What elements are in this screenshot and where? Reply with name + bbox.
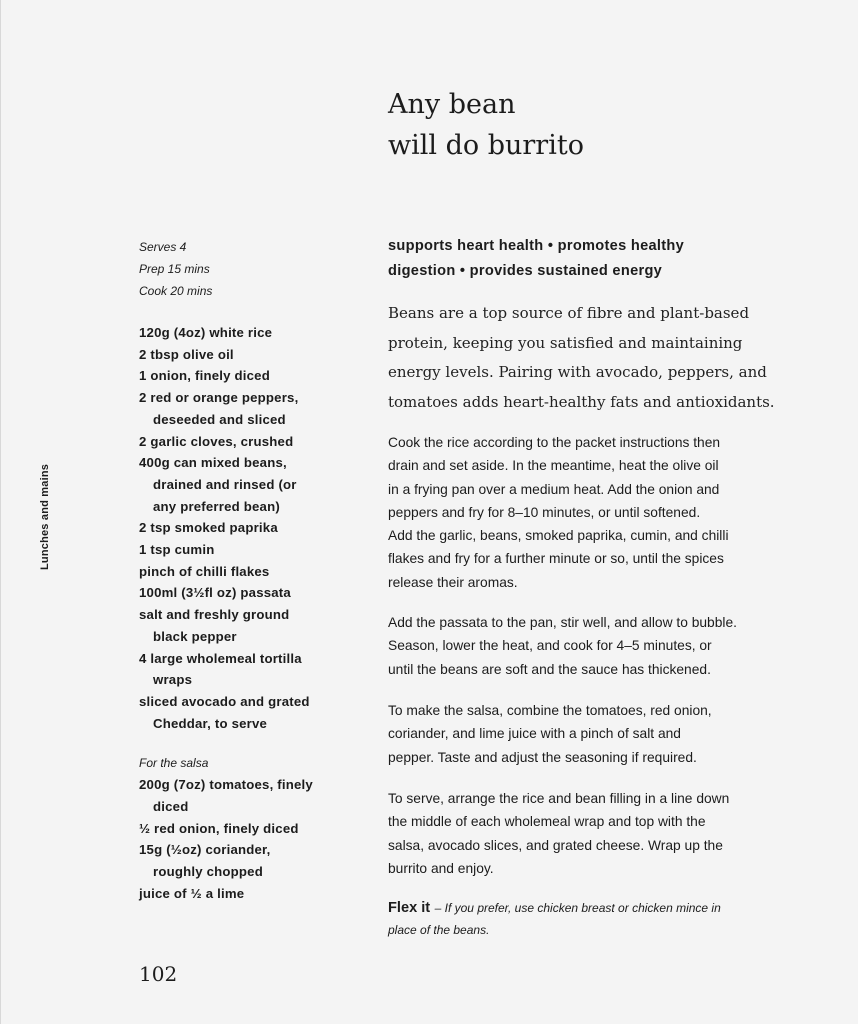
prep-time-text: Prep 15 mins bbox=[139, 262, 210, 276]
method-line: To make the salsa, combine the tomatoes, red onion, bbox=[388, 703, 712, 718]
method-line: Add the garlic, beans, smoked paprika, cumin, and chilli bbox=[388, 528, 729, 544]
ingredient-line: 1 tsp cumin bbox=[139, 542, 215, 558]
recipe-title-line: will do burrito bbox=[388, 130, 584, 161]
method-line: in a frying pan over a medium heat. Add the onion and bbox=[388, 481, 720, 497]
ingredient-line: pinch of chilli flakes bbox=[139, 563, 270, 579]
ingredient-line: diced bbox=[153, 799, 189, 815]
ingredient-line: Cheddar, to serve bbox=[153, 715, 268, 731]
ingredient-item bbox=[139, 387, 359, 430]
ingredient-line: 15g (½oz) coriander, bbox=[139, 842, 271, 858]
ingredient-item bbox=[139, 452, 359, 517]
ingredient-line: deseeded and sliced bbox=[153, 411, 286, 427]
ingredient-line: drained and rinsed (or bbox=[153, 476, 297, 492]
method-line: until the beans are soft and the sauce has thickened. bbox=[388, 661, 711, 677]
method-line: burrito and enjoy. bbox=[388, 860, 494, 876]
intro-line: protein, keeping you satisfied and maintaining bbox=[388, 333, 743, 352]
page-number: 102 bbox=[139, 962, 178, 986]
ingredient-line: 200g (7oz) tomatoes, finely bbox=[139, 777, 313, 793]
ingredient-item bbox=[139, 322, 359, 344]
ingredient-line: sliced avocado and grated bbox=[139, 693, 310, 709]
method-line: the middle of each wholemeal wrap and top with the bbox=[388, 814, 706, 830]
ingredient-item bbox=[139, 582, 359, 604]
ingredient-item bbox=[139, 561, 359, 583]
method-line: flakes and fry for a further minute or so, until the spices bbox=[388, 551, 724, 567]
intro-paragraph bbox=[388, 299, 778, 418]
method-line: pepper. Taste and adjust the seasoning if required. bbox=[388, 749, 697, 765]
cook-time-text: Cook 20 mins bbox=[139, 284, 213, 298]
section-label: Lunches and mains bbox=[39, 463, 51, 570]
ingredient-item bbox=[139, 883, 359, 905]
ingredients-list bbox=[139, 322, 359, 905]
flex-it-text: place of the beans. bbox=[388, 923, 490, 937]
method-line: release their aromas. bbox=[388, 574, 518, 590]
ingredient-line: 100ml (3½fl oz) passata bbox=[139, 585, 291, 601]
method-line: salsa, avocado slices, and grated cheese. Wrap up the bbox=[388, 837, 723, 853]
ingredient-line: 2 tsp smoked paprika bbox=[139, 520, 278, 536]
ingredient-line: salt and freshly ground bbox=[139, 607, 290, 623]
ingredient-item bbox=[139, 539, 359, 561]
intro-line: Beans are a top source of fibre and plant-based bbox=[388, 304, 750, 322]
health-tags-line: digestion • provides sustained energy bbox=[388, 263, 663, 279]
ingredient-line: any preferred bean) bbox=[153, 498, 280, 514]
ingredient-item bbox=[139, 344, 359, 366]
method-line: Season, lower the heat, and cook for 4–5 minutes, or bbox=[388, 638, 712, 654]
salsa-ingredients bbox=[139, 774, 359, 904]
ingredient-item bbox=[139, 431, 359, 453]
method-line: peppers and fry for 8–10 minutes, or until softened. bbox=[388, 504, 701, 520]
main-ingredients bbox=[139, 322, 359, 734]
ingredient-item bbox=[139, 774, 359, 817]
method-step-1 bbox=[388, 431, 788, 594]
recipe-meta bbox=[139, 236, 212, 302]
ingredient-item bbox=[139, 691, 359, 734]
recipe-title bbox=[388, 84, 584, 166]
ingredient-line: 4 large wholemeal tortilla bbox=[139, 650, 302, 666]
intro-line: tomatoes adds heart-healthy fats and antioxidants. bbox=[388, 393, 775, 412]
ingredient-item bbox=[139, 839, 359, 882]
method-step-2 bbox=[388, 611, 788, 681]
ingredient-item bbox=[139, 365, 359, 387]
ingredient-line: 1 onion, finely diced bbox=[139, 368, 270, 384]
salsa-heading: For the salsa bbox=[139, 756, 209, 771]
ingredient-line: 120g (4oz) white rice bbox=[139, 325, 273, 340]
recipe-title-line: Any bean bbox=[388, 89, 516, 120]
method-line: Add the passata to the pan, stir well, and allow to bubble. bbox=[388, 615, 737, 630]
ingredient-line: wraps bbox=[153, 672, 193, 688]
ingredient-line: 2 red or orange peppers, bbox=[139, 390, 299, 406]
method-line: drain and set aside. In the meantime, heat the olive oil bbox=[388, 458, 719, 474]
method-line: coriander, and lime juice with a pinch of salt and bbox=[388, 726, 681, 742]
ingredient-item bbox=[139, 517, 359, 539]
method-step-3 bbox=[388, 699, 788, 769]
ingredient-line: 2 tbsp olive oil bbox=[139, 346, 234, 362]
ingredient-line: 400g can mixed beans, bbox=[139, 455, 287, 471]
intro-line: energy levels. Pairing with avocado, peppers, and bbox=[388, 363, 767, 382]
ingredient-item bbox=[139, 818, 359, 840]
ingredient-line: 2 garlic cloves, crushed bbox=[139, 433, 294, 449]
ingredient-item bbox=[139, 648, 359, 691]
ingredient-line: ½ red onion, finely diced bbox=[139, 820, 299, 836]
health-tags bbox=[388, 234, 768, 284]
flex-it-text: – If you prefer, use chicken breast or chicken mince in bbox=[434, 901, 721, 915]
flex-it-note bbox=[388, 897, 768, 941]
ingredient-line: black pepper bbox=[153, 628, 237, 644]
ingredient-line: roughly chopped bbox=[153, 864, 263, 880]
ingredient-item bbox=[139, 604, 359, 647]
method-line: Cook the rice according to the packet instructions then bbox=[388, 435, 721, 450]
method-step-4 bbox=[388, 787, 788, 880]
flex-it-title: Flex it bbox=[388, 900, 431, 916]
ingredient-line: juice of ½ a lime bbox=[139, 885, 245, 901]
method-line: To serve, arrange the rice and bean filling in a line down bbox=[388, 791, 730, 806]
health-tags-line: supports heart health • promotes healthy bbox=[388, 238, 685, 254]
serves-text: Serves 4 bbox=[139, 240, 187, 254]
